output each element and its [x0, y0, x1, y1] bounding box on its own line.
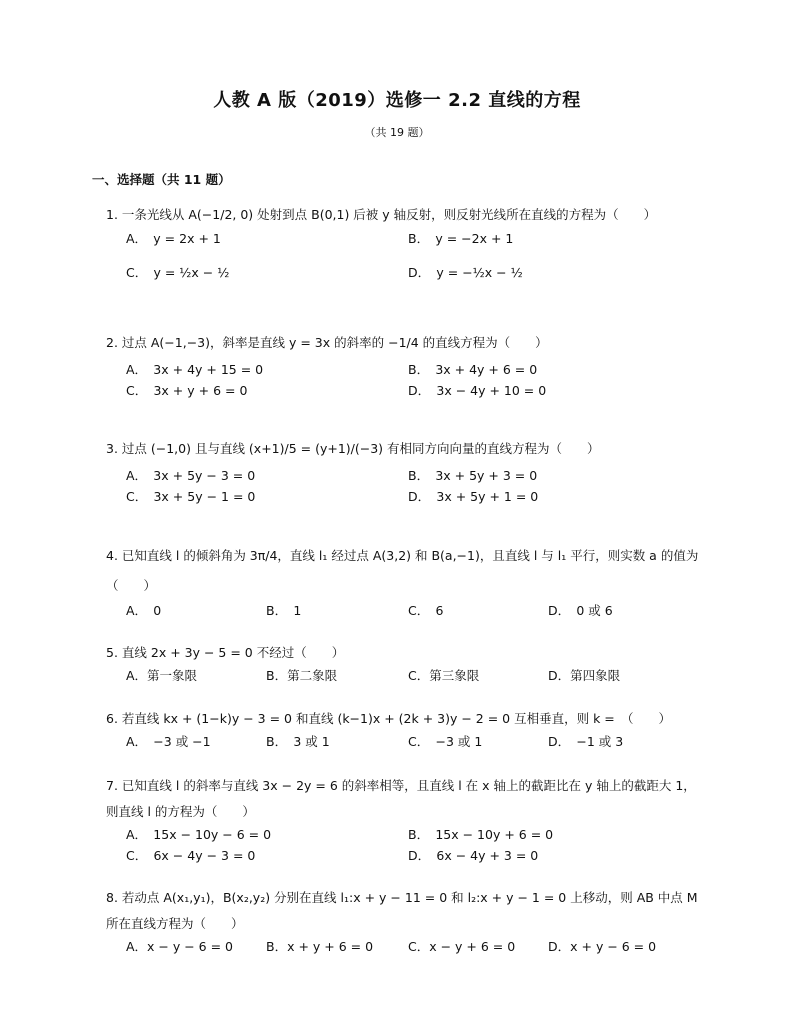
- question-4: [106, 541, 706, 623]
- question-2: [106, 330, 706, 403]
- question-stem: 2. 过点 A(−1,−3)，斜率是直线 y = 3x 的斜率的 −1/4 的直线方程为（ ）: [106, 335, 548, 350]
- option-d[interactable]: D． 6x − 4y + 3 = 0: [408, 848, 539, 863]
- option-d[interactable]: D． 0 或 6: [548, 603, 613, 618]
- question-stem: 3. 过点 (−1,0) 且与直线 (x+1)/5 = (y+1)/(−3) 有相同方向向量的直线方程为（ ）: [106, 441, 600, 456]
- option-a[interactable]: A． 3x + 4y + 15 = 0: [126, 362, 264, 377]
- option-c[interactable]: C． −3 或 1: [408, 734, 483, 749]
- option-b[interactable]: B． 15x − 10y + 6 = 0: [408, 827, 554, 842]
- option-b[interactable]: B． y = −2x + 1: [408, 231, 514, 246]
- option-c[interactable]: C． 3x + 5y − 1 = 0: [126, 489, 256, 504]
- option-a[interactable]: A． y = 2x + 1: [126, 231, 221, 246]
- option-d[interactable]: D． 3x + 5y + 1 = 0: [408, 489, 539, 504]
- option-a[interactable]: A．x − y − 6 = 0: [126, 939, 234, 954]
- question-1: [106, 202, 706, 285]
- option-c[interactable]: C． 6: [408, 603, 444, 618]
- option-d[interactable]: D． −1 或 3: [548, 734, 624, 749]
- question-stem: 4. 已知直线 l 的倾斜角为 3π/4，直线 l₁ 经过点 A(3,2) 和 B(a,−1)，且直线 l 与 l₁ 平行，则实数 a 的值为（ ）: [106, 548, 699, 593]
- question-6: [106, 706, 706, 754]
- document-title: 人教 A 版（2019）选修一 2.2 直线的方程: [213, 90, 581, 111]
- question-stem: 6. 若直线 kx + (1−k)y − 3 = 0 和直线 (k−1)x + (2k + 3)y − 2 = 0 互相垂直，则 k = （ ）: [106, 711, 672, 726]
- question-stem: 5. 直线 2x + 3y − 5 = 0 不经过（ ）: [106, 645, 345, 660]
- option-b[interactable]: B． 3x + 4y + 6 = 0: [408, 362, 538, 377]
- option-a[interactable]: A．第一象限: [126, 668, 198, 683]
- option-c[interactable]: C． 6x − 4y − 3 = 0: [126, 848, 256, 863]
- option-a[interactable]: A． −3 或 −1: [126, 734, 211, 749]
- option-d[interactable]: D． 3x − 4y + 10 = 0: [408, 383, 547, 398]
- option-c[interactable]: C． 3x + y + 6 = 0: [126, 383, 248, 398]
- question-7: [106, 773, 706, 868]
- option-a[interactable]: A． 3x + 5y − 3 = 0: [126, 468, 256, 483]
- option-b[interactable]: B． 1: [266, 603, 302, 618]
- option-d[interactable]: D．第四象限: [548, 668, 621, 683]
- question-count: （共 19 题）: [364, 126, 430, 139]
- question-stem: 8. 若动点 A(x₁,y₁)，B(x₂,y₂) 分别在直线 l₁:x + y − 11 = 0 和 l₂:x + y − 1 = 0 上移动，则 AB 中点 M 所在直线方程为（ ）: [106, 890, 698, 931]
- option-c[interactable]: C．第三象限: [408, 668, 480, 683]
- section-heading: 一、选择题（共 11 题）: [92, 172, 231, 187]
- option-b[interactable]: B．x + y + 6 = 0: [266, 939, 374, 954]
- question-stem: 7. 已知直线 l 的斜率与直线 3x − 2y = 6 的斜率相等，且直线 l 在 x 轴上的截距比在 y 轴上的截距大 1，则直线 l 的方程为（ ）: [106, 778, 696, 819]
- option-d[interactable]: D． y = −½x − ½: [408, 265, 523, 280]
- question-5: [106, 640, 706, 688]
- option-b[interactable]: B．第二象限: [266, 668, 338, 683]
- question-stem: 1. 一条光线从 A(−1/2, 0) 处射到点 B(0,1) 后被 y 轴反射，则反射光线所在直线的方程为（ ）: [106, 207, 657, 222]
- option-a[interactable]: A． 15x − 10y − 6 = 0: [126, 827, 272, 842]
- option-d[interactable]: D．x + y − 6 = 0: [548, 939, 657, 954]
- option-c[interactable]: C． y = ½x − ½: [126, 265, 230, 280]
- question-8: [106, 885, 706, 959]
- option-b[interactable]: B． 3 或 1: [266, 734, 330, 749]
- option-c[interactable]: C．x − y + 6 = 0: [408, 939, 516, 954]
- question-3: [106, 436, 706, 509]
- option-b[interactable]: B． 3x + 5y + 3 = 0: [408, 468, 538, 483]
- option-a[interactable]: A． 0: [126, 603, 162, 618]
